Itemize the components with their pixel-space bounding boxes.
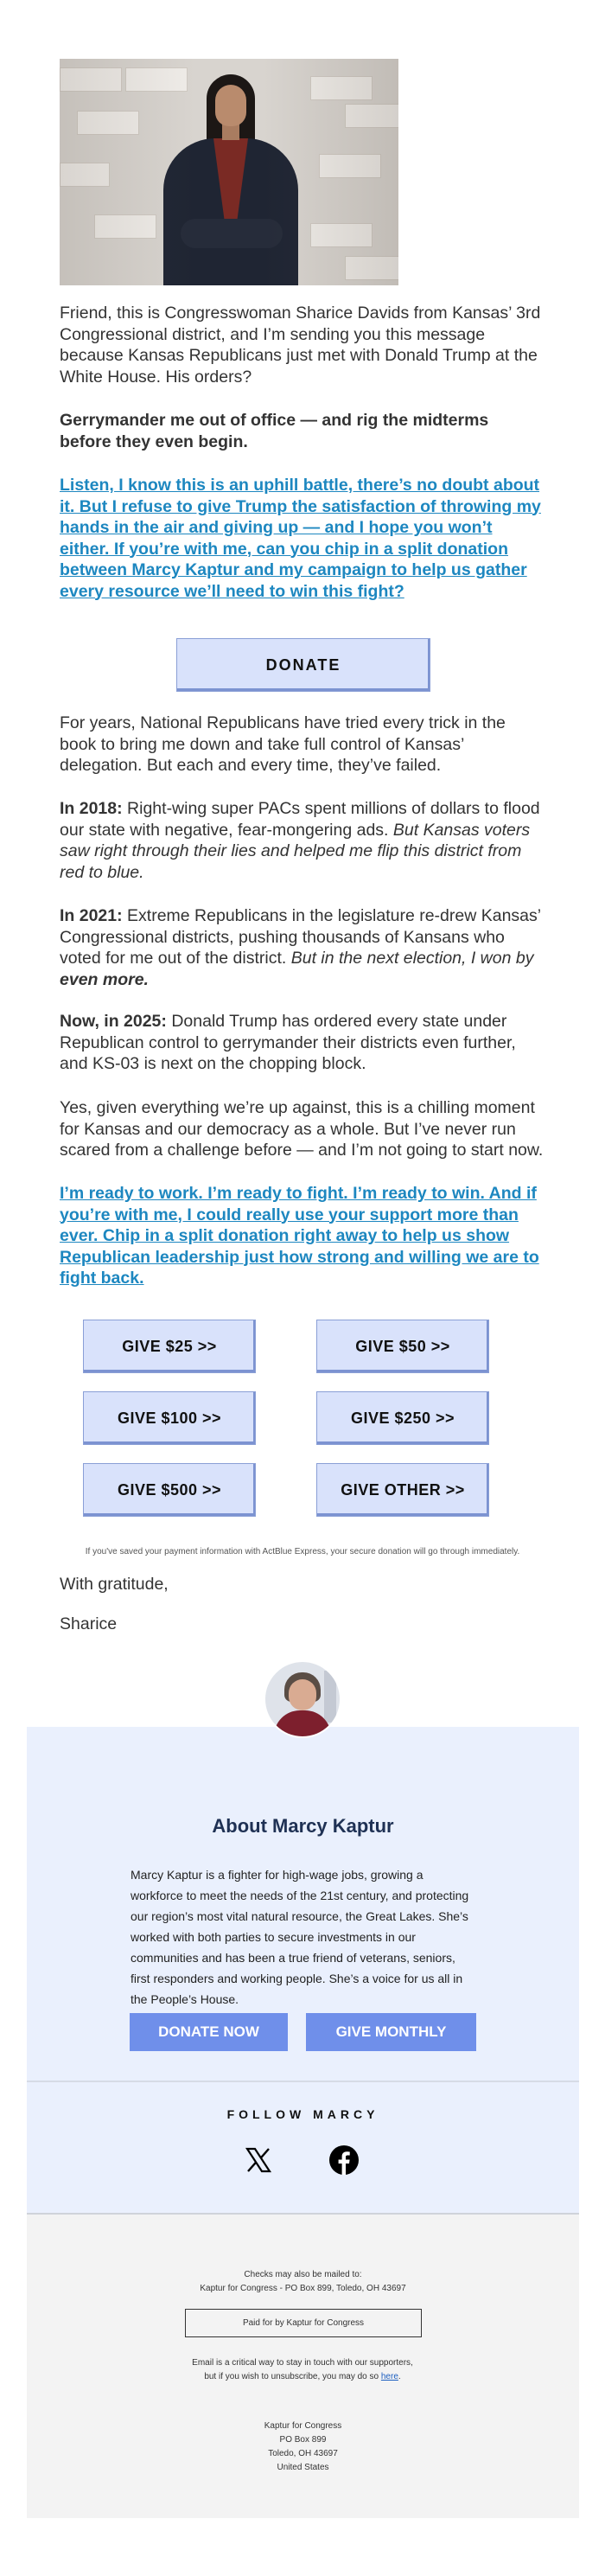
paragraph-2025 bbox=[60, 1011, 544, 1075]
about-title: About Marcy Kaptur bbox=[212, 1815, 394, 1837]
email-note-text: Email is a critical way to stay in touch with our supporters, but if you wish to unsubscribe, you may do so bbox=[192, 2358, 413, 2381]
donate-now-button[interactable]: DONATE NOW bbox=[130, 2013, 288, 2051]
email-note: Email is a critical way to stay in touch with our supporters, but if you wish to unsubscribe, you may do so here. bbox=[192, 2358, 413, 2381]
give-monthly-button[interactable]: GIVE MONTHLY bbox=[306, 2013, 476, 2051]
express-note: If you've saved your payment information with ActBlue Express, your secure donation will go through immediately. bbox=[85, 1547, 520, 1556]
give-50-button[interactable]: GIVE $50 >> bbox=[316, 1320, 489, 1373]
italic-2021: But in the next election, I won by bbox=[290, 949, 534, 968]
orders-paragraph: Gerrymander me out of office — and rig the midterms before they even begin. bbox=[60, 411, 489, 451]
give-25-button[interactable]: GIVE $25 >> bbox=[83, 1320, 256, 1373]
years-paragraph: For years, National Republicans have tried every trick in the book to bring me down and take full control of Kansas’ delegation. But each and every time, they’ve failed. bbox=[60, 713, 506, 775]
donate-button[interactable]: DONATE bbox=[176, 638, 430, 692]
label-2021: In 2021: bbox=[60, 906, 123, 925]
checks-line-1: Checks may also be mailed to: bbox=[244, 2270, 362, 2279]
chilling-paragraph: Yes, given everything we’re up against, this is a chilling moment for Kansas and our democracy as a whole. But I’ve never run scared from a challenge before — and I’m not going to start now. bbox=[60, 1098, 544, 1160]
text-2021: Extreme Republicans in the legislature re-drew Kansas’ Congressional districts, pushing thousands of Kansans who voted for me out of the district. bbox=[60, 906, 541, 968]
unsubscribe-link[interactable]: here bbox=[380, 2372, 398, 2381]
italic-2018: But Kansas voters saw right through their lies and helped me flip this district from red to blue. bbox=[60, 820, 531, 882]
label-2025: Now, in 2025: bbox=[60, 1012, 167, 1031]
give-other-button[interactable]: GIVE OTHER >> bbox=[316, 1463, 489, 1517]
footer-divider bbox=[27, 2213, 579, 2215]
about-text: Marcy Kaptur is a fighter for high-wage jobs, growing a workforce to meet the needs of the 21st century, and protecting our region’s most vital natural resource, the Great Lakes. She’s worked with both parties to secure investments in our communities and has been a true friend of veterans, seniors, first responders and working people. She’s a voice for us all in the People’s House. bbox=[131, 1868, 469, 2006]
address-line-4: United States bbox=[277, 2463, 329, 2472]
text-2018: Right-wing super PACs spent millions of dollars to flood our state with negative, fear-mongering ads. bbox=[60, 799, 540, 840]
ready-link[interactable]: I’m ready to work. I’m ready to fight. I’m ready to win. And if you’re with me, I could really use your support more than ever. Chip in a split donation right away to help us show Republican leadership just how strong and willing we are to fight back. bbox=[60, 1184, 539, 1288]
give-500-button[interactable]: GIVE $500 >> bbox=[83, 1463, 256, 1517]
follow-label: FOLLOW MARCY bbox=[226, 2107, 379, 2121]
avatar bbox=[264, 1660, 341, 1738]
address-line-2: PO Box 899 bbox=[279, 2435, 327, 2445]
give-100-button[interactable]: GIVE $100 >> bbox=[83, 1391, 256, 1445]
checks-line-2: Kaptur for Congress - PO Box 899, Toledo, OH 43697 bbox=[200, 2284, 406, 2293]
signature-name: Sharice bbox=[60, 1614, 118, 1633]
label-2018: In 2018: bbox=[60, 799, 123, 818]
facebook-icon[interactable] bbox=[329, 2145, 359, 2175]
card-divider bbox=[27, 2081, 579, 2082]
paid-for-box: Paid for by Kaptur for Congress bbox=[185, 2309, 422, 2337]
bold-2021: even more. bbox=[60, 969, 149, 989]
appeal-link[interactable]: Listen, I know this is an uphill battle, there’s no doubt about it. But I refuse to give Trump the satisfaction of throwing my hands in the air and giving up — and I hope you won’t either. If you’re with me, can you chip in a split donation between Marcy Kaptur and my campaign to help us gather every resource we’ll need to win this fight? bbox=[60, 476, 541, 601]
paragraph-2018 bbox=[60, 798, 544, 883]
paragraph-2021 bbox=[60, 905, 544, 990]
address-line-3: Toledo, OH 43697 bbox=[268, 2449, 338, 2458]
closing-text: With gratitude, bbox=[60, 1575, 169, 1594]
hero-photo bbox=[60, 59, 398, 285]
x-icon[interactable] bbox=[245, 2146, 272, 2174]
address-line-1: Kaptur for Congress bbox=[264, 2421, 342, 2431]
text-2025: Donald Trump has ordered every state under Republican control to gerrymander their districts even further, and KS-03 is next on the chopping block. bbox=[60, 1012, 516, 1073]
give-250-button[interactable]: GIVE $250 >> bbox=[316, 1391, 489, 1445]
intro-paragraph: Friend, this is Congresswoman Sharice Davids from Kansas’ 3rd Congressional district, and I’m sending you this message because Kansas Republicans just met with Donald Trump at the White House. His orders? bbox=[60, 304, 541, 387]
